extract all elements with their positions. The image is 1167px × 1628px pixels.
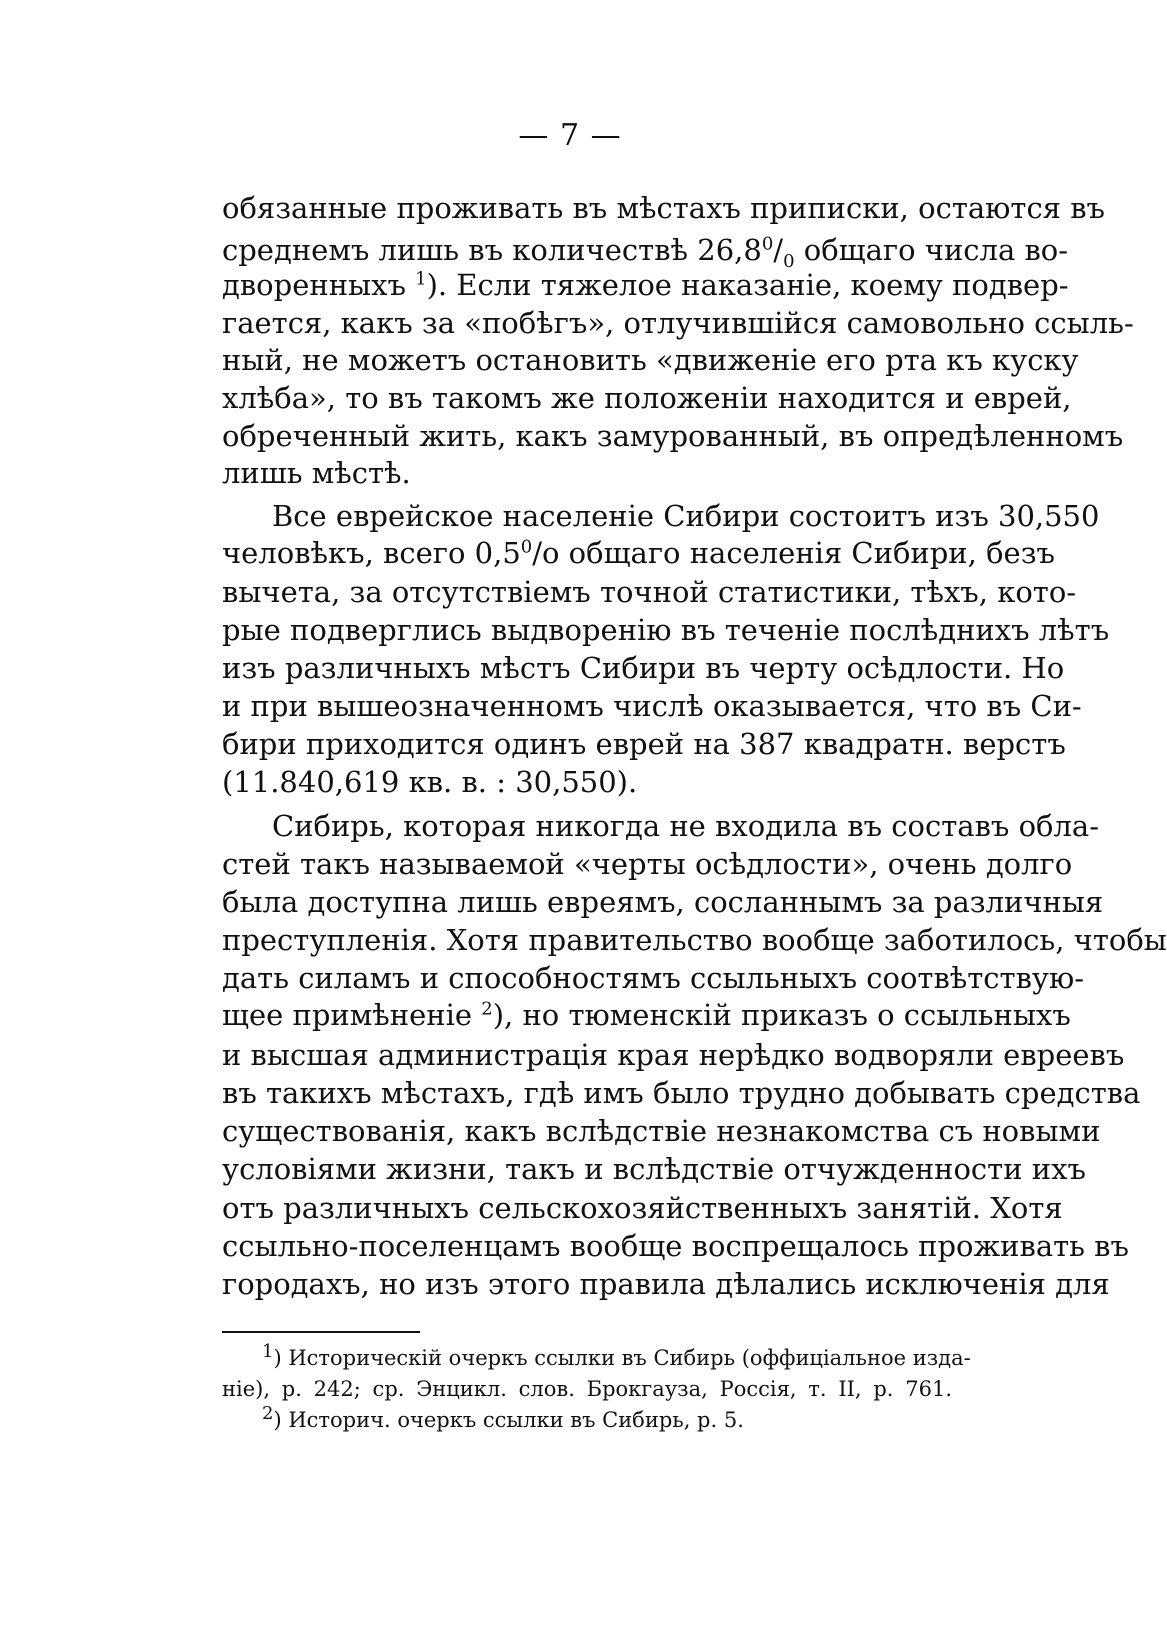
text-line: хлѣба», то въ такомъ же положеніи находится и еврей, (222, 381, 1072, 415)
text-line (222, 995, 1071, 1035)
percent-sign-slash: / (773, 233, 784, 267)
text-line: Все еврейское населеніе Сибири состоитъ изъ 30,550 (272, 499, 1100, 533)
text-line: рые подверглись выдворенію въ теченіе послѣднихъ лѣтъ (222, 613, 1110, 647)
footnote-marker: 2 (262, 1403, 274, 1424)
percent-sign-sup: 0 (761, 233, 774, 255)
text-line: отъ различныхъ сельскохозяйственныхъ занятій. Хотя (222, 1191, 1063, 1225)
text-span: общаго числа во- (794, 233, 1069, 267)
text-line: существованія, какъ вслѣдствіе незнакомства съ новыми (222, 1114, 1101, 1148)
text-line (222, 533, 1055, 573)
text-line: и при вышеозначенномъ числѣ оказывается, что въ Си- (222, 689, 1082, 723)
text-line: бири приходится одинъ еврей на 387 квадратн. верстъ (222, 727, 1066, 761)
text-line: въ такихъ мѣстахъ, гдѣ имъ было трудно добывать средства (222, 1076, 1141, 1110)
footnote-divider (222, 1331, 420, 1333)
text-span: человѣкъ, всего 0,5 (222, 536, 521, 570)
text-line: условіями жизни, такъ и вслѣдствіе отчужденности ихъ (222, 1152, 1086, 1186)
footnote-ref: 1 (415, 268, 427, 290)
page-number: — 7 — (518, 118, 622, 153)
text-line: Сибирь, которая никогда не входила въ составъ обла- (272, 809, 1100, 843)
text-line (222, 265, 1069, 305)
text-line: лишь мѣстѣ. (222, 456, 411, 490)
footnote-1-line (262, 1341, 971, 1373)
text-line: ный, не можетъ остановить «движеніе его рта къ куску (222, 343, 1079, 377)
text-line: обязанные проживать въ мѣстахъ приписки, остаются въ (222, 191, 1105, 225)
footnote-ref: 2 (481, 998, 493, 1020)
text-line (222, 230, 1069, 272)
text-line: городахъ, но изъ этого правила дѣлались исключенія для (222, 1267, 1110, 1301)
text-span: ), но тюменскій приказъ о ссыльныхъ (492, 998, 1071, 1032)
footnote-marker: 1 (262, 1341, 274, 1362)
text-span: среднемъ лишь въ количествѣ 26,8 (222, 233, 762, 267)
text-span: /o общаго населенія Сибири, безъ (532, 536, 1055, 570)
footnote-2-line (262, 1405, 952, 1435)
text-span: щее примѣненіе (222, 998, 482, 1032)
text-span: ) Историческій очеркъ ссылки въ Сибирь (оффиціальное изда- (273, 1346, 971, 1370)
text-line: и высшая администрація края нерѣдко водворяли евреевъ (222, 1038, 1125, 1072)
text-line: дать силамъ и способностямъ ссыльныхъ соотвѣтствую- (222, 961, 1085, 995)
text-line: была доступна лишь евреямъ, сосланнымъ за различныя (222, 885, 1104, 919)
percent-sign-sup: 0 (520, 536, 533, 558)
text-span: ). Если тяжелое наказаніе, коему подвер- (426, 268, 1069, 302)
footnote-1-line: ніе), р. 242; ср. Энцикл. слов. Брокгауза, Россія, т. II, р. 761. (222, 1377, 952, 1401)
text-line: преступленія. Хотя правительство вообще заботилось, чтобы (222, 923, 1167, 957)
text-line: ссыльно-поселенцамъ вообще воспрещалось проживать въ (222, 1229, 1129, 1263)
percent-sign-sub: 0 (783, 250, 795, 272)
text-line: (11.840,619 кв. в. : 30,550). (222, 765, 638, 799)
text-line: изъ различныхъ мѣстъ Сибири въ черту осѣдлости. Но (222, 651, 1065, 685)
text-line: вычета, за отсутствіемъ точной статистики, тѣхъ, кото- (222, 575, 1077, 609)
text-span: ) Историч. очеркъ ссылки въ Сибирь, р. 5. (273, 1408, 744, 1432)
text-line: стей такъ называемой «черты осѣдлости», очень долго (222, 847, 1073, 881)
text-line: обреченный жить, какъ замурованный, въ опредѣленномъ (222, 419, 1124, 453)
text-span: дворенныхъ (222, 268, 416, 302)
text-line: гается, какъ за «побѣгъ», отлучившійся самовольно ссыль- (222, 306, 1134, 340)
